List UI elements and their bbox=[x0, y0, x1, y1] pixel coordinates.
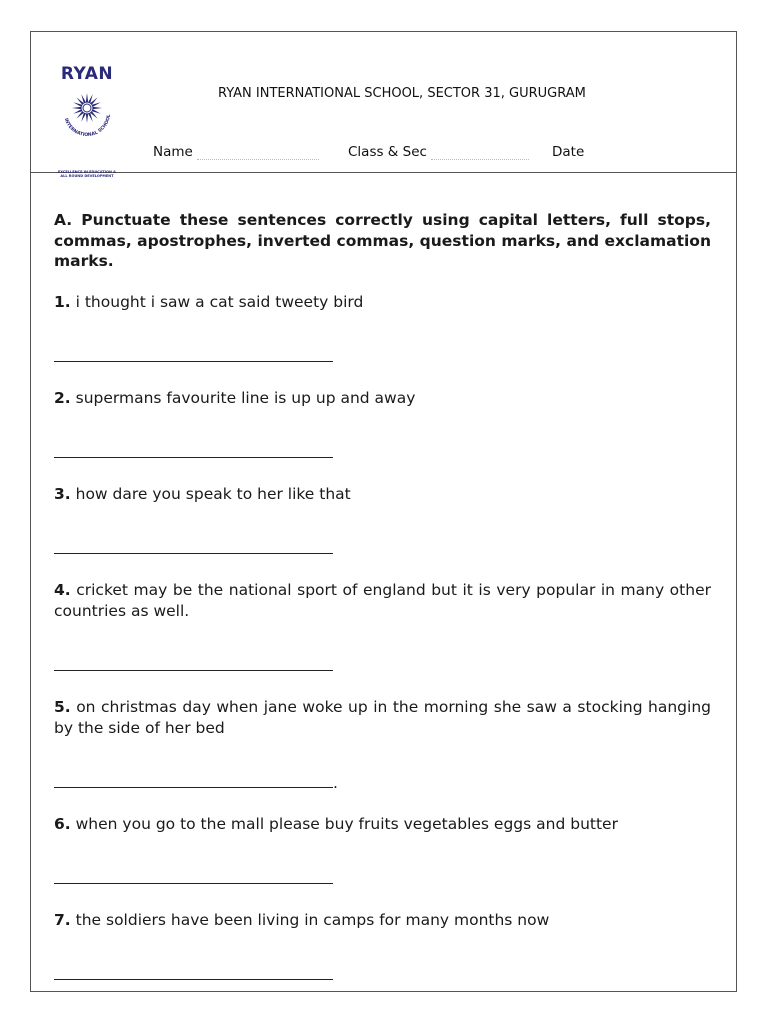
answer-blank[interactable] bbox=[54, 867, 333, 884]
answer-blank[interactable] bbox=[54, 963, 333, 980]
question-text: supermans favourite line is up up and away bbox=[75, 388, 416, 407]
class-sec-field[interactable] bbox=[348, 144, 529, 160]
question-text: when you go to the mall please buy fruits vegetables eggs and butter bbox=[75, 814, 618, 833]
question-3 bbox=[54, 484, 711, 505]
question-number: 3. bbox=[54, 484, 71, 503]
worksheet bbox=[30, 31, 737, 992]
school-logo bbox=[56, 64, 118, 178]
question-text: cricket may be the national sport of england but it is very popular in many other countries as well. bbox=[54, 580, 711, 620]
question-6 bbox=[54, 814, 711, 835]
question-5 bbox=[54, 697, 711, 739]
question-2 bbox=[54, 388, 711, 409]
answer-line-4[interactable] bbox=[54, 654, 711, 676]
name-label: Name bbox=[153, 144, 193, 160]
question-text: on christmas day when jane woke up in the morning she saw a stocking hanging by the side of her bed bbox=[54, 697, 711, 737]
date-label: Date bbox=[552, 144, 585, 160]
school-name: RYAN INTERNATIONAL SCHOOL, SECTOR 31, GURUGRAM bbox=[218, 86, 586, 101]
instruction-text: A. Punctuate these sentences correctly using capital letters, full stops, commas, apostrophes, inverted commas, question marks, and exclamation marks. bbox=[54, 211, 711, 270]
name-field[interactable] bbox=[153, 144, 319, 160]
question-7 bbox=[54, 910, 711, 931]
question-4 bbox=[54, 580, 711, 622]
answer-blank[interactable] bbox=[54, 654, 333, 671]
question-text: the soldiers have been living in camps for many months now bbox=[75, 910, 550, 929]
answer-line-3[interactable] bbox=[54, 537, 711, 559]
answer-suffix: . bbox=[333, 773, 338, 792]
answer-blank[interactable] bbox=[54, 345, 333, 362]
worksheet-header bbox=[31, 32, 736, 178]
sun-ray bbox=[72, 107, 82, 109]
question-number: 2. bbox=[54, 388, 71, 407]
class-sec-label: Class & Sec bbox=[348, 144, 427, 160]
question-number: 7. bbox=[54, 910, 71, 929]
answer-blank[interactable] bbox=[54, 771, 333, 788]
question-list bbox=[54, 292, 711, 985]
question-number: 4. bbox=[54, 580, 71, 599]
answer-blank[interactable] bbox=[54, 441, 333, 458]
sun-emblem-icon bbox=[56, 82, 118, 144]
question-number: 6. bbox=[54, 814, 71, 833]
question-number: 5. bbox=[54, 697, 71, 716]
sun-ray bbox=[86, 93, 88, 103]
logo-ring-text: INTERNATIONAL SCHOOL bbox=[62, 114, 112, 139]
name-blank[interactable] bbox=[197, 145, 319, 160]
question-number: 1. bbox=[54, 292, 71, 311]
sun-ray bbox=[86, 113, 88, 123]
sun-ray bbox=[92, 107, 102, 109]
answer-line-7[interactable] bbox=[54, 963, 711, 985]
answer-blank[interactable] bbox=[54, 537, 333, 554]
answer-line-2[interactable] bbox=[54, 441, 711, 463]
date-field[interactable] bbox=[552, 144, 584, 160]
logo-wordmark: RYAN bbox=[60, 64, 114, 84]
answer-line-5[interactable] bbox=[54, 771, 711, 793]
answer-line-1[interactable] bbox=[54, 345, 711, 367]
question-text: how dare you speak to her like that bbox=[75, 484, 351, 503]
class-sec-blank[interactable] bbox=[431, 145, 529, 160]
question-text: i thought i saw a cat said tweety bird bbox=[75, 292, 364, 311]
worksheet-body bbox=[54, 210, 711, 985]
answer-line-6[interactable] bbox=[54, 867, 711, 889]
logo-motto: EXCELLENCE IN EDUCATION & ALL ROUND DEVELOPMENT bbox=[57, 170, 117, 178]
question-1 bbox=[54, 292, 711, 313]
